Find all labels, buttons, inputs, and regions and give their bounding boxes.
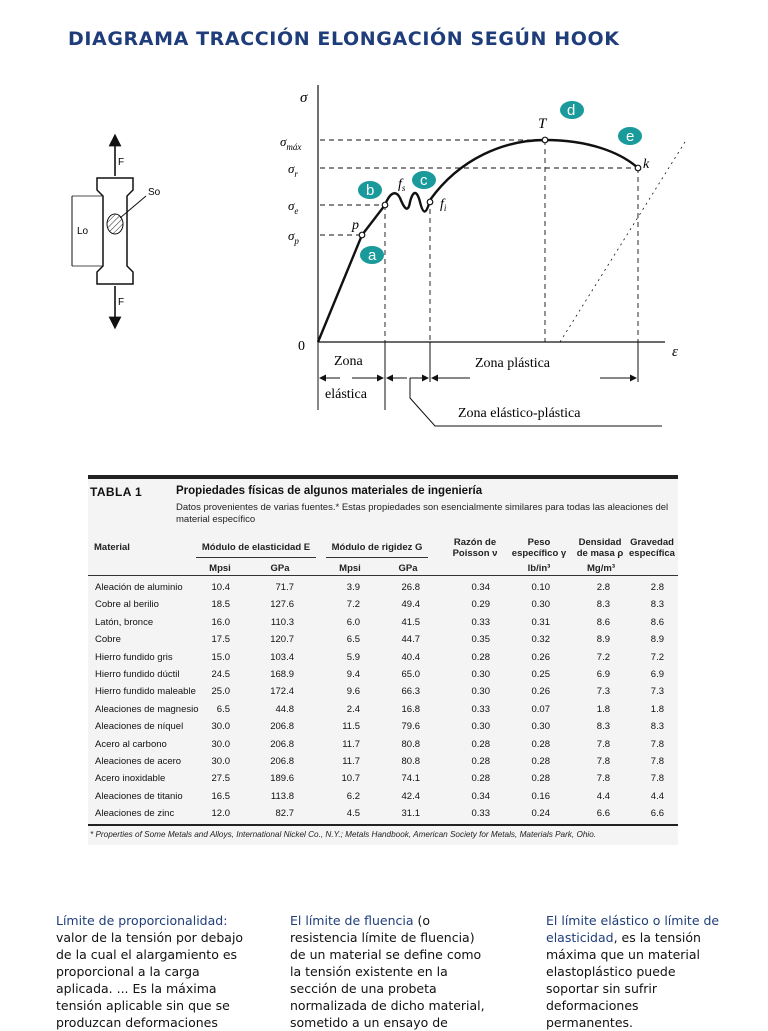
- value-cell: 65.0: [401, 669, 420, 680]
- force-label-bottom: F: [118, 297, 125, 308]
- material-name-cell: Hierro fundido maleable: [95, 686, 196, 698]
- point-k-marker: [635, 165, 641, 171]
- value-cell: 0.16: [531, 790, 550, 802]
- value-cell: 9.4: [346, 669, 360, 680]
- value-cell: 168.9: [270, 669, 294, 680]
- value-cell: 12.0: [211, 808, 230, 820]
- value-cell: 0.07: [531, 703, 550, 715]
- value-cell: 0.31: [531, 616, 550, 628]
- value-cell: 0.28: [471, 651, 490, 663]
- value-cell: 40.4: [401, 651, 420, 663]
- value-cell: 0.28: [471, 773, 490, 785]
- point-t-marker: [542, 137, 548, 143]
- value-cell: 71.7: [275, 582, 294, 593]
- value-cell: 7.2: [346, 599, 360, 611]
- value-cell: 30.0: [211, 738, 230, 750]
- header-g-gpa: GPa: [398, 563, 418, 574]
- sigma-p-label: $\sigma_p$: [288, 228, 299, 246]
- definition-elastic-limit: [546, 912, 726, 1031]
- x-axis-label: ε: [672, 344, 678, 360]
- value-cell: 0.10: [531, 582, 550, 593]
- value-cell: 7.8: [650, 756, 664, 767]
- value-cell: 0.34: [471, 582, 490, 593]
- table-row: [88, 597, 678, 614]
- table-row: [88, 771, 678, 788]
- value-cell: 82.7: [275, 808, 294, 820]
- value-cell: 0.28: [531, 756, 550, 767]
- table-bottom-rule: [88, 824, 678, 826]
- value-cell: 120.7: [270, 634, 294, 646]
- value-cell: 1.8: [596, 703, 610, 715]
- header-density-unit: Mg/m³: [587, 563, 615, 574]
- value-cell: 6.5: [346, 634, 360, 646]
- area-label: So: [148, 187, 161, 198]
- value-cell: 0.30: [531, 599, 550, 611]
- table-top-rule: [88, 475, 678, 479]
- table-row: [88, 754, 678, 771]
- value-cell: 6.9: [650, 669, 664, 680]
- material-name-cell: Cobre al berilio: [95, 599, 159, 611]
- value-cell: 0.34: [471, 790, 490, 802]
- guide-lines: [320, 140, 638, 342]
- badge-a: [360, 246, 384, 264]
- value-cell: 206.8: [270, 738, 294, 750]
- value-cell: 8.3: [596, 721, 610, 733]
- stress-strain-diagram: [270, 80, 720, 440]
- value-cell: 24.5: [211, 669, 230, 680]
- value-cell: 15.0: [211, 651, 230, 663]
- value-cell: 6.2: [346, 790, 360, 802]
- value-cell: 3.9: [346, 582, 360, 593]
- value-cell: 0.30: [471, 721, 490, 733]
- definition-proportionality: [56, 912, 256, 1031]
- value-cell: 8.9: [596, 634, 610, 646]
- value-cell: 1.8: [650, 703, 664, 715]
- value-cell: 0.35: [471, 634, 490, 646]
- definition-elastic-limit-body: , es la tensión máxima que un material elastoplástico puede soportar sin sufrir deformaciones permanentes.: [546, 930, 701, 1030]
- value-cell: 127.6: [270, 599, 294, 611]
- material-name-cell: Latón, bronce: [95, 616, 154, 628]
- sigma-max-label: $\sigma_{máx}$: [280, 134, 302, 152]
- badge-d: [560, 101, 584, 119]
- value-cell: 7.2: [596, 651, 610, 663]
- value-cell: 7.8: [596, 773, 610, 785]
- value-cell: 2.8: [596, 582, 610, 593]
- material-name-cell: Aleaciones de magnesio: [95, 703, 199, 715]
- table-title: Propiedades físicas de algunos materiales de ingeniería: [176, 485, 483, 497]
- properties-table: [88, 475, 678, 845]
- stress-strain-curve: [318, 140, 638, 342]
- value-cell: 25.0: [211, 686, 230, 698]
- value-cell: 16.5: [211, 790, 230, 802]
- header-weight: Peso específico γ: [511, 537, 567, 559]
- definition-proportionality-body: valor de la tensión por debajo de la cual el alargamiento es proporcional a la carga aplicada. ... Es la máxima tensión aplicable sin que se produzcan deformaciones: [56, 930, 244, 1030]
- value-cell: 0.33: [471, 703, 490, 715]
- value-cell: 0.24: [531, 808, 550, 820]
- value-cell: 27.5: [211, 773, 230, 785]
- point-fs-marker: [382, 202, 388, 208]
- value-cell: 2.4: [346, 703, 360, 715]
- svg-text:a: a: [368, 247, 377, 264]
- value-cell: 10.7: [341, 773, 360, 785]
- value-cell: 8.9: [650, 634, 664, 646]
- value-cell: 49.4: [401, 599, 420, 611]
- table-row: [88, 806, 678, 823]
- material-name-cell: Cobre: [95, 634, 121, 646]
- value-cell: 30.0: [211, 756, 230, 767]
- material-name-cell: Hierro fundido gris: [95, 651, 173, 663]
- table-row: [88, 650, 678, 667]
- point-k-label: k: [643, 157, 650, 172]
- value-cell: 6.0: [346, 616, 360, 628]
- value-cell: 8.3: [650, 599, 664, 611]
- value-cell: 0.28: [531, 738, 550, 750]
- value-cell: 17.5: [211, 634, 230, 646]
- value-cell: 0.33: [471, 808, 490, 820]
- header-g-mpsi: Mpsi: [339, 563, 361, 574]
- definition-elastic-limit-lead: El límite elástico o límite de elasticidad: [546, 913, 720, 945]
- value-cell: 0.30: [471, 686, 490, 698]
- value-cell: 8.6: [650, 616, 664, 628]
- svg-text:e: e: [626, 128, 635, 145]
- material-name-cell: Aleaciones de níquel: [95, 721, 184, 733]
- value-cell: 6.9: [596, 669, 610, 680]
- value-cell: 7.3: [596, 686, 610, 698]
- value-cell: 44.7: [401, 634, 420, 646]
- header-weight-unit: lb/in³: [527, 563, 551, 574]
- value-cell: 0.30: [531, 721, 550, 733]
- value-cell: 113.8: [270, 790, 294, 802]
- sigma-e-label: $\sigma_e$: [288, 198, 299, 216]
- header-density: Densidad de masa ρ: [576, 537, 624, 559]
- material-name-cell: Acero inoxidable: [95, 773, 166, 785]
- table-row: [88, 719, 678, 736]
- zone-elastic-plastic-label: Zona elástico-plástica: [458, 406, 581, 421]
- sigma-r-label: $\sigma_r$: [288, 161, 298, 179]
- value-cell: 44.8: [275, 703, 294, 715]
- value-cell: 206.8: [270, 721, 294, 733]
- value-cell: 189.6: [270, 773, 294, 785]
- value-cell: 6.6: [650, 808, 664, 820]
- value-cell: 74.1: [401, 773, 420, 785]
- tensile-specimen-sketch: [60, 128, 180, 333]
- header-elasticity: Módulo de elasticidad E: [201, 542, 311, 553]
- value-cell: 9.6: [346, 686, 360, 698]
- value-cell: 6.5: [216, 703, 230, 715]
- y-axis-label: σ: [300, 90, 308, 106]
- header-material: Material: [94, 542, 130, 553]
- value-cell: 4.5: [346, 808, 360, 820]
- value-cell: 7.3: [650, 686, 664, 698]
- value-cell: 7.2: [650, 651, 664, 663]
- material-name-cell: Aleaciones de zinc: [95, 808, 175, 820]
- svg-text:c: c: [420, 172, 428, 189]
- zone-plastic-label: Zona plástica: [475, 356, 551, 371]
- definition-yield-body: (o resistencia límite de fluencia) de un material se define como la tensión existente en la sección de una probeta normalizada de dicho material, sometido a un ensayo de: [290, 913, 485, 1030]
- value-cell: 0.26: [531, 686, 550, 698]
- value-cell: 80.8: [401, 756, 420, 767]
- value-cell: 2.8: [650, 582, 664, 593]
- value-cell: 79.6: [401, 721, 420, 733]
- point-fi-label: $f_i$: [440, 197, 447, 213]
- value-cell: 0.29: [471, 599, 490, 611]
- page-title: DIAGRAMA TRACCIÓN ELONGACIÓN SEGÚN HOOK: [68, 28, 620, 50]
- point-p-label: p: [352, 218, 359, 233]
- zone-elastic-label-top: Zona: [334, 354, 363, 369]
- value-cell: 16.8: [401, 703, 420, 715]
- value-cell: 8.3: [650, 721, 664, 733]
- value-cell: 206.8: [270, 756, 294, 767]
- origin-label: 0: [298, 339, 305, 354]
- material-name-cell: Hierro fundido dúctil: [95, 669, 180, 680]
- table-row: [88, 580, 678, 597]
- header-e-gpa: GPa: [270, 563, 290, 574]
- material-name-cell: Aleaciones de titanio: [95, 790, 183, 802]
- value-cell: 8.6: [596, 616, 610, 628]
- header-e-mpsi: Mpsi: [209, 563, 231, 574]
- value-cell: 18.5: [211, 599, 230, 611]
- table-label: TABLA 1: [90, 485, 143, 499]
- value-cell: 7.8: [650, 738, 664, 750]
- svg-text:d: d: [567, 102, 576, 119]
- value-cell: 0.30: [471, 669, 490, 680]
- definition-yield: [290, 912, 486, 1031]
- value-cell: 0.26: [531, 651, 550, 663]
- table-row: [88, 789, 678, 806]
- value-cell: 6.6: [596, 808, 610, 820]
- value-cell: 8.3: [596, 599, 610, 611]
- table-row: [88, 615, 678, 632]
- point-p-marker: [359, 232, 365, 238]
- header-poisson: Razón de Poisson ν: [452, 537, 498, 559]
- value-cell: 0.28: [531, 773, 550, 785]
- point-fi-marker: [427, 199, 433, 205]
- definition-proportionality-lead: Límite de proporcionalidad:: [56, 913, 228, 928]
- table-row: [88, 702, 678, 719]
- material-name-cell: Aleación de aluminio: [95, 582, 183, 593]
- value-cell: 11.5: [342, 721, 360, 733]
- value-cell: 0.33: [471, 616, 490, 628]
- value-cell: 7.8: [596, 738, 610, 750]
- table-row: [88, 684, 678, 701]
- value-cell: 4.4: [596, 790, 610, 802]
- header-rigidity: Módulo de rigidez G: [331, 542, 423, 553]
- table-row: [88, 632, 678, 649]
- value-cell: 11.7: [342, 756, 360, 767]
- value-cell: 0.32: [531, 634, 550, 646]
- value-cell: 10.4: [211, 582, 230, 593]
- force-label-top: F: [118, 157, 125, 168]
- value-cell: 103.4: [270, 651, 294, 663]
- value-cell: 30.0: [211, 721, 230, 733]
- value-cell: 7.8: [650, 773, 664, 785]
- value-cell: 66.3: [401, 686, 420, 698]
- length-label: Lo: [77, 226, 89, 237]
- value-cell: 16.0: [211, 616, 230, 628]
- value-cell: 0.25: [531, 669, 550, 680]
- value-cell: 5.9: [346, 651, 360, 663]
- value-cell: 31.1: [401, 808, 420, 820]
- value-cell: 110.3: [270, 616, 294, 628]
- badge-b: [358, 181, 382, 199]
- value-cell: 80.8: [401, 738, 420, 750]
- header-gravity: Gravedad específica: [629, 537, 675, 559]
- value-cell: 0.28: [471, 738, 490, 750]
- table-subtitle: Datos provenientes de varias fuentes.* Estas propiedades son esencialmente similares para todas las aleaciones del material específico: [176, 502, 669, 525]
- table-row: [88, 667, 678, 684]
- definition-yield-lead: El límite de fluencia: [290, 913, 414, 928]
- svg-text:b: b: [366, 182, 375, 199]
- point-t-label: T: [538, 116, 547, 132]
- elastic-unload-line: [560, 142, 685, 342]
- table-row: [88, 737, 678, 754]
- value-cell: 41.5: [401, 616, 420, 628]
- value-cell: 4.4: [650, 790, 664, 802]
- zone-elastic-label-bottom: elástica: [325, 387, 367, 402]
- material-name-cell: Aleaciones de acero: [95, 756, 182, 767]
- value-cell: 172.4: [270, 686, 294, 698]
- value-cell: 0.28: [471, 756, 490, 767]
- table-footnote: * Properties of Some Metals and Alloys, International Nickel Co., N.Y.; Metals Handbook, American Society for Metals, Materials Park, Ohio.: [90, 830, 597, 839]
- badge-e: [618, 127, 642, 145]
- material-name-cell: Acero al carbono: [95, 738, 167, 750]
- value-cell: 11.7: [342, 738, 360, 750]
- value-cell: 42.4: [401, 790, 420, 802]
- value-cell: 7.8: [596, 756, 610, 767]
- value-cell: 26.8: [401, 582, 420, 593]
- badge-c: [412, 171, 436, 189]
- point-fs-label: $f_s$: [398, 177, 406, 193]
